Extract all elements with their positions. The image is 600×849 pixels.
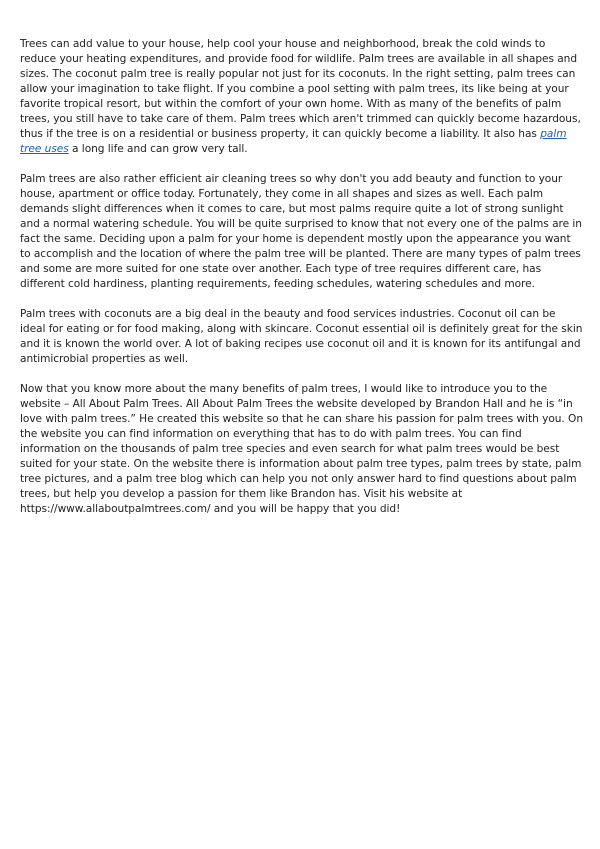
paragraph-air-cleaning: Palm trees are also rather efficient air cleaning trees so why don't you add beauty and function to your house, apartment or office today. Fortunately, they come in all shapes and sizes as well. Each palm demands slight differences when it comes to care, but most palms require quite a lot of strong sunlight and a normal watering schedule. You will be quite surprised to know that not every one of the palms are in fact the same. Deciding upon a palm for your home is dependent mostly upon the appearance you want to accomplish and the location of where the palm tree will be planted. There are many types of palm trees and some are more suited for one state over another. Each type of tree requires different care, has different cold hardiness, planting requirements, feeding schedules, watering schedules and more.: [20, 173, 582, 290]
paragraph-intro: [20, 37, 584, 157]
paragraph-website: Now that you know more about the many benefits of palm trees, I would like to introduce you to the website – All About Palm Trees. All About Palm Trees the website developed by Brandon Hall and he is “in love with palm trees.” He created this website so that he can share his passion for palm trees with you. On the website you can find information on everything that has to do with palm trees. You can find information on the thousands of palm tree species and even search for what palm trees would be best suited for your state. On the website there is information about palm tree types, palm trees by state, palm tree pictures, and a palm tree blog which can help you not only answer hard to find questions about palm trees, but help you develop a passion for them like Brandon has. Visit his website at https://www.allaboutpalmtrees.com/ and you will be happy that you did!: [20, 383, 584, 515]
palm-tree-uses-link[interactable]: palm tree uses: [20, 128, 567, 155]
paragraph-intro-text-after: a long life and can grow very tall.: [68, 143, 248, 155]
article-body: [20, 37, 584, 532]
paragraph-intro-text-before: Trees can add value to your house, help cool your house and neighborhood, break the cold winds to reduce your heating expenditures, and provide food for wildlife. Palm trees are available in all shapes and sizes. The coconut palm tree is really popular not just for its coconuts. In the right setting, palm trees can allow your imagination to take flight. If you combine a pool setting with palm trees, its like being at your favorite tropical resort, but within the comfort of your own home. With as many of the benefits of palm trees, you still have to take care of them. Palm trees which aren't trimmed can quickly become hazardous, thus if the tree is on a residential or business property, it can quickly become a liability. It also has: [20, 38, 581, 140]
paragraph-coconuts: Palm trees with coconuts are a big deal in the beauty and food services industries. Coconut oil can be ideal for eating or for food making, along with skincare. Coconut essential oil is definitely great for the skin and it is known the world over. A lot of baking recipes use coconut oil and it is known for its antifungal and antimicrobial properties as well.: [20, 308, 583, 365]
